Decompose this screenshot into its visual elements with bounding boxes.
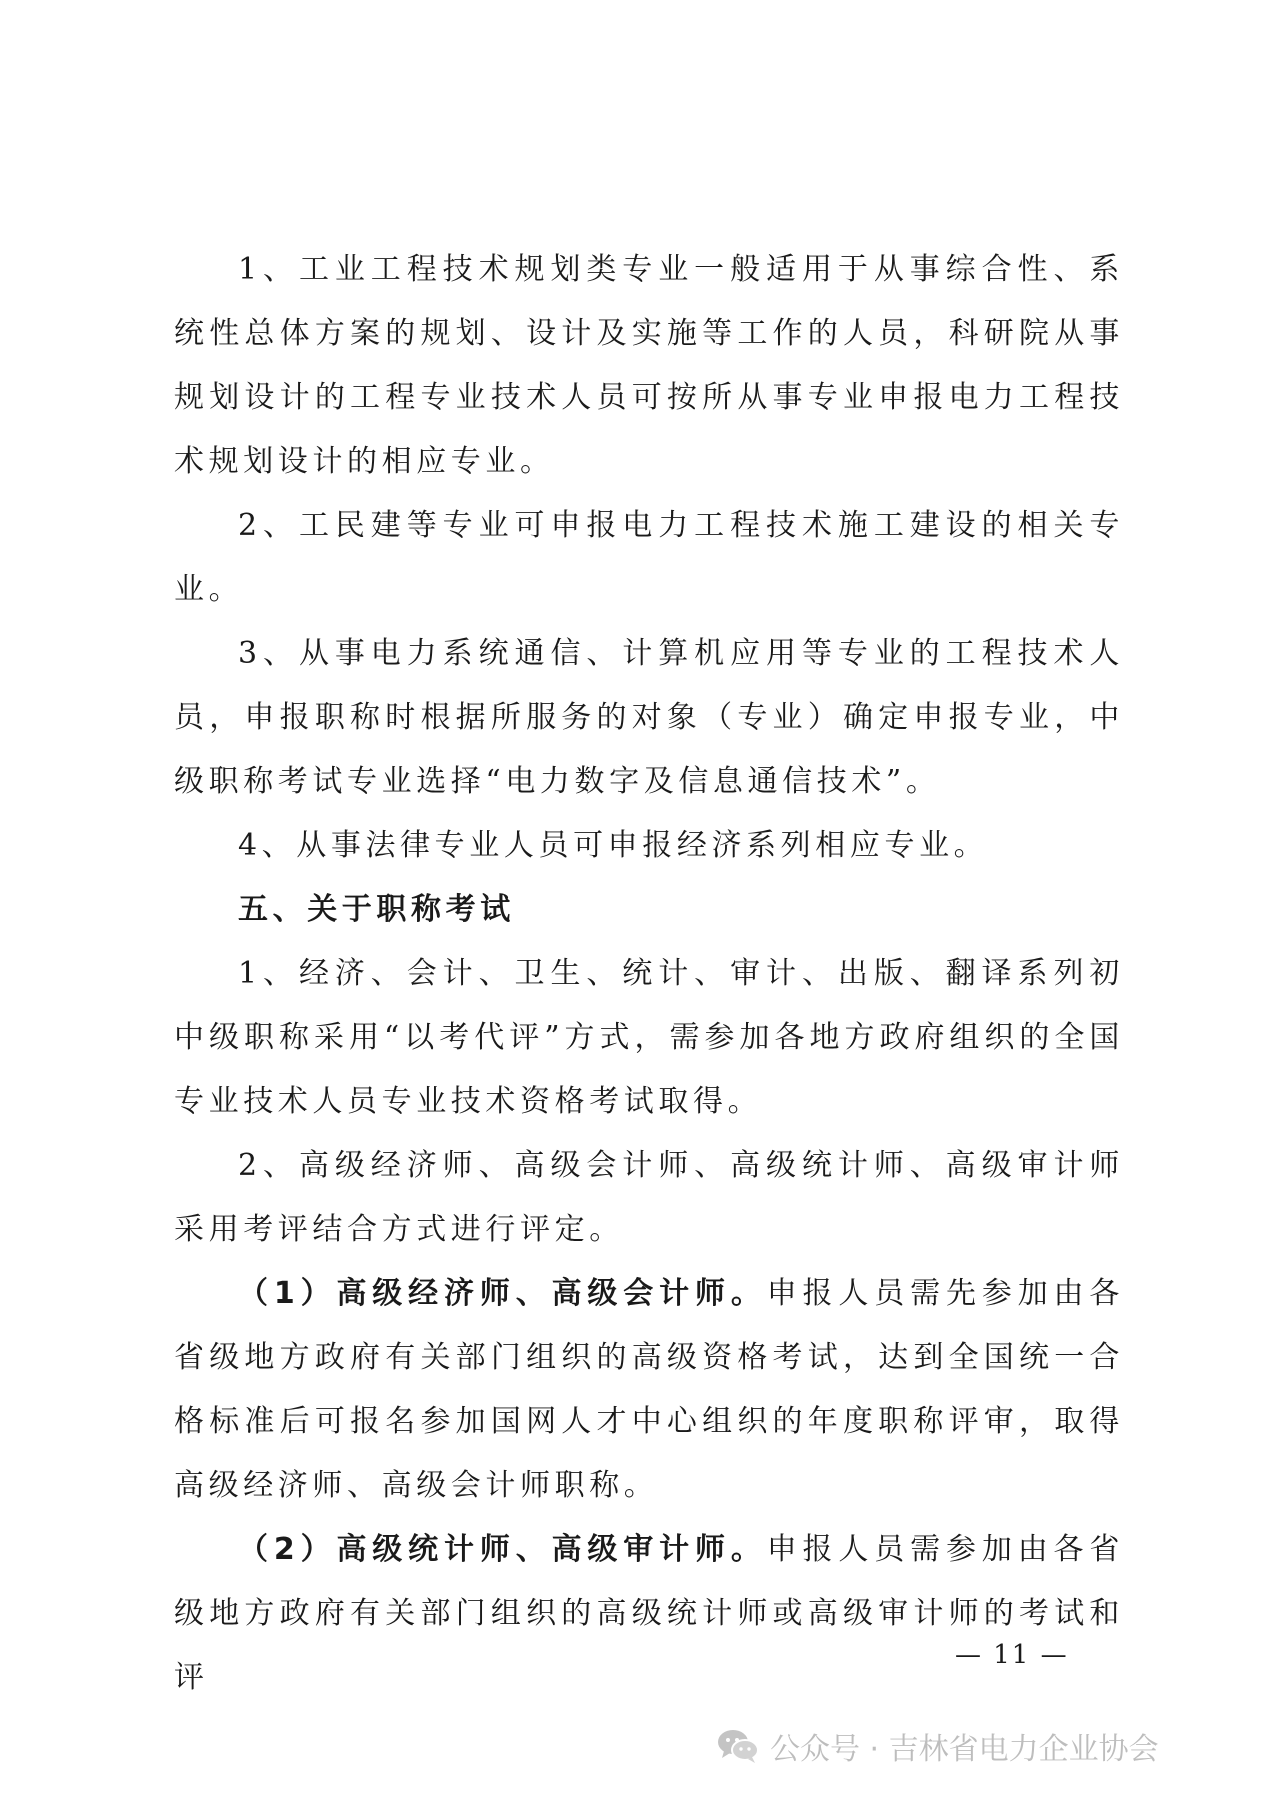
watermark (716, 1722, 1159, 1770)
item-1-lead: （1）高级经济师、高级会计师。 (238, 1276, 767, 1311)
paragraph-3: 3、从事电力系统通信、计算机应用等专业的工程技术人员，申报职称时根据所服务的对象（专业）确定申报专业，中级职称考试专业选择“电力数字及信息通信技术”。 (174, 636, 1124, 799)
section-paragraph-2: 2、高级经济师、高级会计师、高级统计师、高级审计师采用考评结合方式进行评定。 (174, 1148, 1124, 1247)
item-1 (174, 1262, 1124, 1518)
paragraph-1: 1、工业工程技术规划类专业一般适用于从事综合性、系统性总体方案的规划、设计及实施等工作的人员，科研院从事规划设计的工程专业技术人员可按所从事专业申报电力工程技术规划设计的相应专业。 (174, 252, 1124, 479)
item-2-text: 申报人员需参加由各省级地方政府有关部门组织的高级统计师或高级审计师的考试和评 (174, 1532, 1124, 1695)
item-2 (174, 1518, 1124, 1710)
document-body (174, 238, 1124, 1710)
paragraph-4: 4、从事法律专业人员可申报经济系列相应专业。 (238, 828, 989, 863)
section-paragraph-1: 1、经济、会计、卫生、统计、审计、出版、翻译系列初中级职称采用“以考代评”方式，需参加各地方政府组织的全国专业技术人员专业技术资格考试取得。 (174, 956, 1124, 1119)
watermark-text: 公众号 · 吉林省电力企业协会 (770, 1732, 1159, 1767)
paragraph-2: 2、工民建等专业可申报电力工程技术施工建设的相关专业。 (174, 508, 1124, 607)
item-1-text: 申报人员需先参加由各省级地方政府有关部门组织的高级资格考试，达到全国统一合格标准后可报名参加国网人才中心组织的年度职称评审，取得高级经济师、高级会计师职称。 (174, 1276, 1124, 1503)
page-number: — 11 — (955, 1640, 1069, 1670)
section-heading: 五、关于职称考试 (238, 892, 515, 927)
wechat-icon (716, 1726, 760, 1766)
item-2-lead: （2）高级统计师、高级审计师。 (238, 1532, 767, 1567)
